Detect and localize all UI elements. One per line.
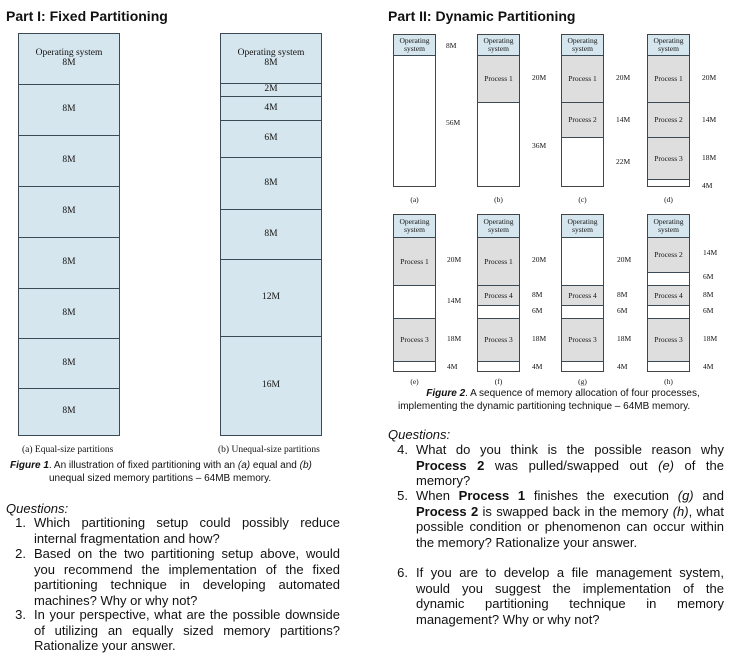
diagram-sublabel: (b)	[494, 195, 503, 204]
size-label: 14M	[702, 115, 717, 124]
size-label: 6M	[617, 306, 628, 315]
size-label: 20M	[617, 255, 632, 264]
memory-block: Operating system	[478, 215, 519, 237]
partition-block: 8M	[19, 288, 119, 338]
diagram-sublabel: (c)	[578, 195, 587, 204]
memory-diagram-e	[393, 214, 436, 372]
size-label: 56M	[446, 118, 461, 127]
diagram-sublabel: (h)	[664, 377, 673, 386]
memory-block: Process 2	[562, 102, 603, 137]
part2-title: Part II: Dynamic Partitioning	[388, 8, 576, 24]
size-label: 18M	[617, 334, 632, 343]
memory-block: Process 3	[648, 318, 689, 361]
size-label: 20M	[532, 255, 547, 264]
diagram-sublabel: (f)	[494, 377, 503, 386]
memory-block: Process 1	[648, 55, 689, 102]
size-label: 14M	[616, 115, 631, 124]
memory-diagram-h	[647, 214, 690, 372]
partition-block: 4M	[221, 96, 321, 120]
memory-block	[562, 361, 603, 371]
memory-block: Process 1	[478, 55, 519, 102]
memory-block: Operating system	[562, 35, 603, 55]
memory-block	[562, 137, 603, 186]
memory-block: Operating system	[394, 35, 435, 55]
partition-block: 8M	[221, 209, 321, 259]
memory-block: Process 4	[478, 285, 519, 305]
diagram-sublabel: (a)	[410, 195, 419, 204]
memory-diagram-f	[477, 214, 520, 372]
size-label: 18M	[702, 153, 717, 162]
memory-block: Operating system	[478, 35, 519, 55]
partition-block: 8M	[19, 135, 119, 186]
size-label: 4M	[447, 362, 458, 371]
part1-title: Part I: Fixed Partitioning	[6, 8, 168, 24]
memory-block	[648, 272, 689, 285]
memory-block	[648, 361, 689, 371]
memory-block: Operating system	[562, 215, 603, 237]
partition-block: 8M	[19, 84, 119, 135]
memory-block: Process 1	[478, 237, 519, 285]
size-label: 36M	[532, 141, 547, 150]
partition-block: 8M	[221, 157, 321, 209]
partition-block: 12M	[221, 259, 321, 336]
memory-block	[562, 237, 603, 285]
part2-questions-heading: Questions:	[388, 427, 451, 442]
memory-block: Operating system	[394, 215, 435, 237]
memory-block	[648, 179, 689, 186]
size-label: 20M	[447, 255, 462, 264]
memory-block: Process 1	[562, 55, 603, 102]
size-label: 20M	[532, 73, 547, 82]
question-5: 5. When Process 1 finishes the execution (g) and Process 2 is swapped back in the memory (h), what possible condition or phenomenon can occur within the memory? Rationalize your answer.	[397, 488, 725, 550]
size-label: 8M	[617, 290, 628, 299]
figure2-caption: Figure 2. A sequence of memory allocation of four processes, implementing the dynamic partitioning technique – 64MB memory.	[398, 388, 700, 412]
question-6: 6. If you are to develop a file management system, would you suggest the implementation of the dynamic partitioning technique in memory management? Why or why not?	[397, 565, 724, 627]
size-label: 14M	[703, 248, 718, 257]
size-label: 4M	[532, 362, 543, 371]
size-label: 6M	[703, 306, 714, 315]
partition-block: 8M	[19, 338, 119, 388]
memory-block: Process 3	[478, 318, 519, 361]
memory-block	[478, 361, 519, 371]
memory-block	[394, 285, 435, 318]
size-label: 20M	[616, 73, 631, 82]
memory-diagram-a	[393, 34, 436, 187]
memory-block	[394, 55, 435, 186]
partition-block: 8M	[19, 388, 119, 435]
memory-block: Operating system	[648, 35, 689, 55]
size-label: 14M	[447, 296, 462, 305]
memory-block: Process 3	[648, 137, 689, 179]
partition-block: 16M	[221, 336, 321, 435]
equal-caption: (a) Equal-size partitions	[22, 445, 114, 455]
size-label: 18M	[447, 334, 462, 343]
diagram-sublabel: (d)	[664, 195, 673, 204]
size-label: 6M	[703, 272, 714, 281]
unequal-partition-memory	[220, 33, 322, 436]
question-2: 2. Based on the two partitioning setup above, would you recommend the implementation of the fixed partitioning technique in developing automated machines? Why or why not?	[15, 546, 340, 608]
partition-block: 8M	[19, 237, 119, 288]
os-block: Operating system 8M	[221, 34, 321, 83]
equal-partition-memory	[18, 33, 120, 436]
os-block: Operating system 8M	[19, 34, 119, 84]
diagram-sublabel: (e)	[410, 377, 419, 386]
memory-block	[562, 305, 603, 318]
size-label: 20M	[702, 73, 717, 82]
size-label: 22M	[616, 157, 631, 166]
memory-block: Process 2	[648, 237, 689, 272]
size-label: 18M	[703, 334, 718, 343]
memory-diagram-b	[477, 34, 520, 187]
memory-block: Process 1	[394, 237, 435, 285]
size-label: 8M	[532, 290, 543, 299]
question-1: 1. Which partitioning setup could possibly reduce internal fragmentation and how?	[15, 515, 340, 546]
memory-block: Process 2	[648, 102, 689, 137]
size-label: 8M	[703, 290, 714, 299]
memory-block	[478, 102, 519, 186]
figure1-caption: Figure 1. An illustration of fixed partitioning with an (a) equal and (b) unequal sized memory partitions – 64MB memory.	[10, 460, 312, 484]
memory-block: Process 3	[394, 318, 435, 361]
part1-questions-heading: Questions:	[6, 501, 69, 516]
memory-diagram-d	[647, 34, 690, 187]
size-label: 4M	[703, 362, 714, 371]
question-3: 3. In your perspective, what are the possible downside of utilizing an equally sized memory partitions? Rationalize your answer.	[15, 607, 340, 653]
partition-block: 2M	[221, 83, 321, 96]
memory-diagram-g	[561, 214, 604, 372]
size-label: 8M	[446, 41, 457, 50]
size-label: 18M	[532, 334, 547, 343]
memory-block: Process 3	[562, 318, 603, 361]
partition-block: 8M	[19, 186, 119, 237]
memory-block: Process 4	[562, 285, 603, 305]
memory-diagram-c	[561, 34, 604, 187]
memory-block	[478, 305, 519, 318]
diagram-sublabel: (g)	[578, 377, 587, 386]
memory-block: Operating system	[648, 215, 689, 237]
memory-block	[648, 305, 689, 318]
memory-block: Process 4	[648, 285, 689, 305]
size-label: 6M	[532, 306, 543, 315]
size-label: 4M	[702, 181, 713, 190]
question-4: 4. What do you think is the possible reason why Process 2 was pulled/swapped out (e) of the memory?	[397, 442, 725, 488]
unequal-caption: (b) Unequal-size partitions	[218, 445, 320, 455]
memory-block	[394, 361, 435, 371]
size-label: 4M	[617, 362, 628, 371]
partition-block: 6M	[221, 120, 321, 157]
